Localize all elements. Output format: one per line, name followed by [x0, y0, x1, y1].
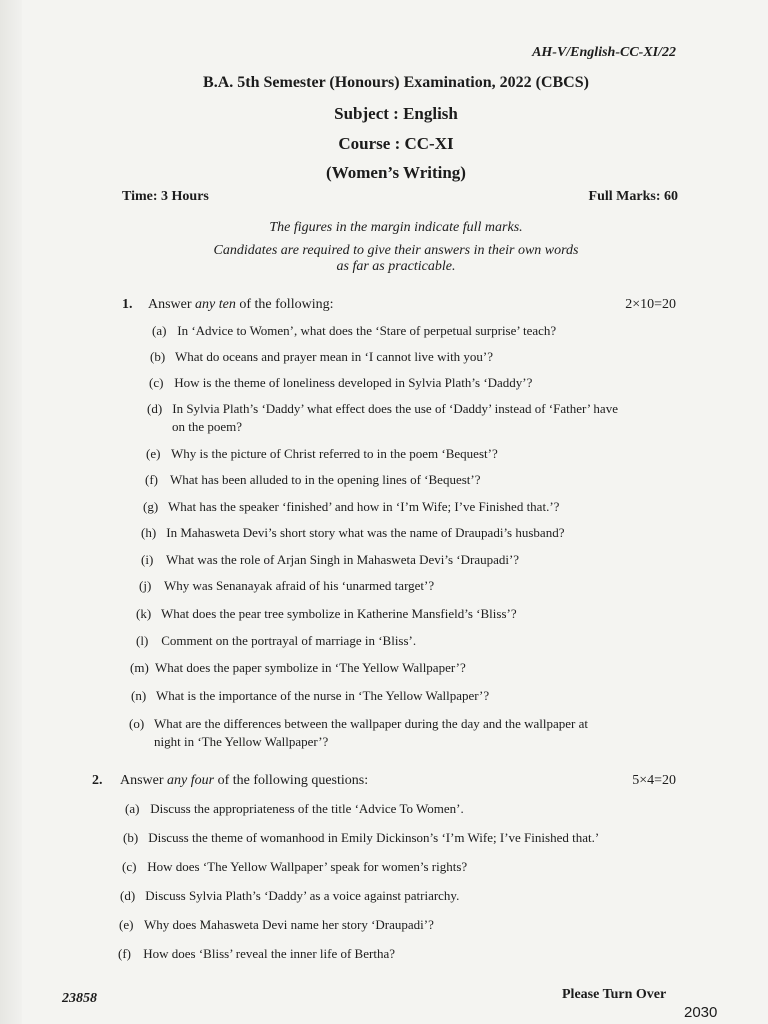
q1-item-b: (b) What do oceans and prayer mean in ‘I cannot live with you’? — [150, 349, 494, 364]
q1-item-h: (h) In Mahasweta Devi’s short story what was the name of Draupadi’s husband? — [141, 525, 565, 540]
q2-item-c: (c) How does ‘The Yellow Wallpaper’ speak for women’s rights? — [122, 859, 468, 874]
paper-title: (Women’s Writing) — [326, 163, 466, 182]
q2-item-b: (b) Discuss the theme of womanhood in Emily Dickinson’s ‘I’m Wife; I’ve Finished that.’ — [123, 830, 600, 845]
q1-item-a: (a) In ‘Advice to Women’, what does the ‘Stare of perpetual surprise’ teach? — [152, 323, 557, 338]
q2-item-d: (d) Discuss Sylvia Plath’s ‘Daddy’ as a voice against patriarchy. — [120, 888, 460, 903]
q1-item-d: (d) In Sylvia Plath’s ‘Daddy’ what effect does the use of ‘Daddy’ instead of ‘Father’ have on the poem? — [147, 401, 618, 434]
q1-item-o: (o) What are the differences between the wallpaper during the day and the wallpaper at night in ‘The Yellow Wallpaper’? — [129, 716, 588, 749]
q1-item-n: (n) What is the importance of the nurse in ‘The Yellow Wallpaper’? — [131, 688, 490, 703]
page-number: 2030 — [684, 1004, 718, 1021]
q1-item-l: (l) Comment on the portrayal of marriage in ‘Bliss’. — [136, 633, 417, 648]
exam-title: B.A. 5th Semester (Honours) Examination, 2022 (CBCS) — [203, 74, 589, 91]
paper-code: AH-V/English-CC-XI/22 — [532, 45, 676, 60]
question-2-instruction: Answer any four of the following questions: — [120, 773, 369, 788]
turn-over-note: Please Turn Over — [562, 987, 667, 1002]
margin-note: The figures in the margin indicate full marks. — [269, 220, 523, 235]
question-1-marks: 2×10=20 — [625, 297, 676, 312]
q1-item-i: (i) What was the role of Arjan Singh in Mahasweta Devi’s ‘Draupadi’? — [141, 552, 520, 567]
q2-item-f: (f) How does ‘Bliss’ reveal the inner life of Bertha? — [118, 946, 395, 961]
question-1-instruction: Answer any ten of the following: — [148, 297, 334, 312]
question-1-header — [0, 297, 768, 317]
q1-item-k: (k) What does the pear tree symbolize in Katherine Mansfield’s ‘Bliss’? — [136, 606, 517, 621]
q1-item-g: (g) What has the speaker ‘finished’ and how in ‘I’m Wife; I’ve Finished that.’? — [143, 499, 560, 514]
course-line: Course : CC-XI — [338, 134, 454, 153]
q1-item-f: (f) What has been alluded to in the opening lines of ‘Bequest’? — [145, 472, 481, 487]
question-2-number: 2. — [92, 773, 103, 788]
candidate-note-line2: as far as practicable. — [336, 259, 456, 274]
subject-line: Subject : English — [334, 104, 458, 123]
page-code: 23858 — [62, 991, 97, 1006]
q1-item-j: (j) Why was Senanayak afraid of his ‘unarmed target’? — [139, 578, 435, 593]
question-2-header — [0, 773, 768, 793]
candidate-note-line1: Candidates are required to give their answers in their own words — [213, 243, 579, 258]
q1-item-e: (e) Why is the picture of Christ referred to in the poem ‘Bequest’? — [146, 446, 498, 461]
question-2-marks: 5×4=20 — [632, 773, 676, 788]
q1-item-c: (c) How is the theme of loneliness developed in Sylvia Plath’s ‘Daddy’? — [149, 375, 533, 390]
full-marks: Full Marks: 60 — [588, 189, 678, 204]
q1-item-m: (m) What does the paper symbolize in ‘The Yellow Wallpaper’? — [130, 660, 466, 675]
question-1-number: 1. — [122, 297, 133, 312]
time-allowed: Time: 3 Hours — [122, 189, 209, 204]
q2-item-a: (a) Discuss the appropriateness of the title ‘Advice To Women’. — [125, 801, 464, 816]
q2-item-e: (e) Why does Mahasweta Devi name her story ‘Draupadi’? — [119, 917, 434, 932]
